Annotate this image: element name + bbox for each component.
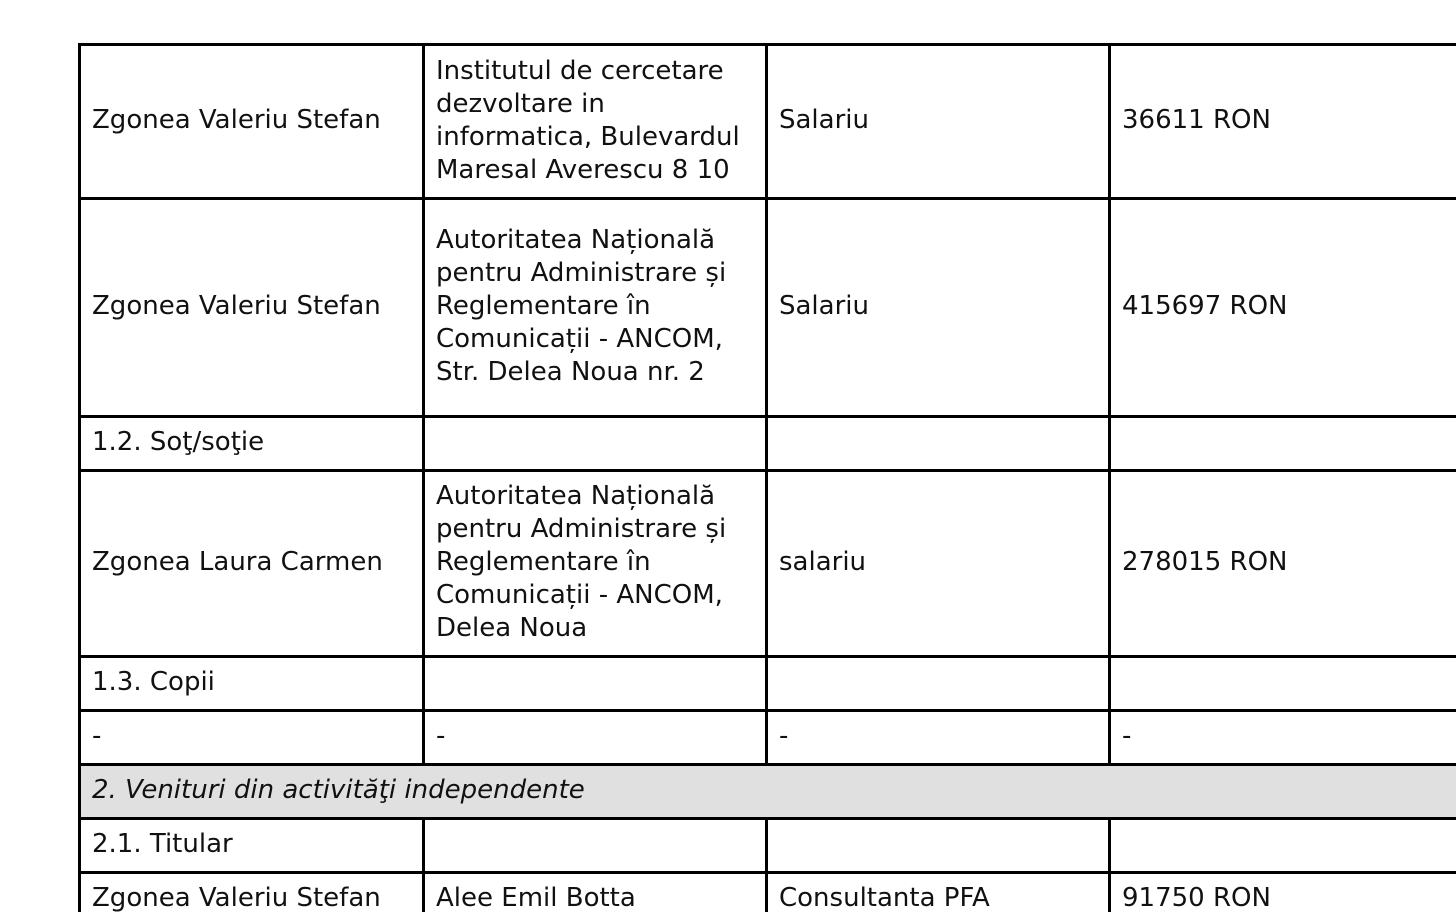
subheader-label: 1.2. Soţ/soţie: [80, 417, 424, 471]
empty-cell: [1110, 657, 1456, 711]
section-title: 2. Venituri din activităţi independente: [80, 765, 1456, 819]
income-source-cell: Autoritatea Națională pentru Administrare și Reglementare în Comunicații - ANCOM, Str. Delea Noua nr. 2: [424, 199, 767, 417]
subheader-label: 2.1. Titular: [80, 819, 424, 873]
service-cell: Consultanta PFA: [767, 873, 1110, 912]
amount-cell: 91750 RON: [1110, 873, 1456, 912]
amount-cell: 36611 RON: [1110, 45, 1456, 199]
table-row: [80, 45, 1456, 199]
empty-cell: [767, 417, 1110, 471]
empty-cell: [767, 657, 1110, 711]
beneficiary-cell: Zgonea Valeriu Stefan: [80, 873, 424, 912]
subheader-row-holder: [80, 819, 1456, 873]
service-cell: salariu: [767, 471, 1110, 657]
service-cell: Salariu: [767, 45, 1110, 199]
subheader-label: 1.3. Copii: [80, 657, 424, 711]
subheader-row-spouse: [80, 417, 1456, 471]
service-cell: Salariu: [767, 199, 1110, 417]
amount-cell: 278015 RON: [1110, 471, 1456, 657]
empty-cell: [424, 819, 767, 873]
beneficiary-cell: -: [80, 711, 424, 765]
income-source-cell: Institutul de cercetare dezvoltare in informatica, Bulevardul Maresal Averescu 8 10: [424, 45, 767, 199]
income-source-cell: Autoritatea Națională pentru Administrare și Reglementare în Comunicații - ANCOM, Delea Noua: [424, 471, 767, 657]
subheader-row-children: [80, 657, 1456, 711]
table-row: [80, 471, 1456, 657]
empty-cell: [1110, 417, 1456, 471]
table-row: [80, 711, 1456, 765]
beneficiary-cell: Zgonea Valeriu Stefan: [80, 199, 424, 417]
income-source-cell: Alee Emil Botta: [424, 873, 767, 912]
amount-cell: 415697 RON: [1110, 199, 1456, 417]
empty-cell: [1110, 819, 1456, 873]
empty-cell: [767, 819, 1110, 873]
income-source-cell: -: [424, 711, 767, 765]
empty-cell: [424, 417, 767, 471]
amount-cell: -: [1110, 711, 1456, 765]
beneficiary-cell: Zgonea Valeriu Stefan: [80, 45, 424, 199]
service-cell: -: [767, 711, 1110, 765]
income-table: [78, 43, 1456, 912]
table-row: [80, 873, 1456, 912]
empty-cell: [424, 657, 767, 711]
table-row: [80, 199, 1456, 417]
section-header-row: [80, 765, 1456, 819]
beneficiary-cell: Zgonea Laura Carmen: [80, 471, 424, 657]
